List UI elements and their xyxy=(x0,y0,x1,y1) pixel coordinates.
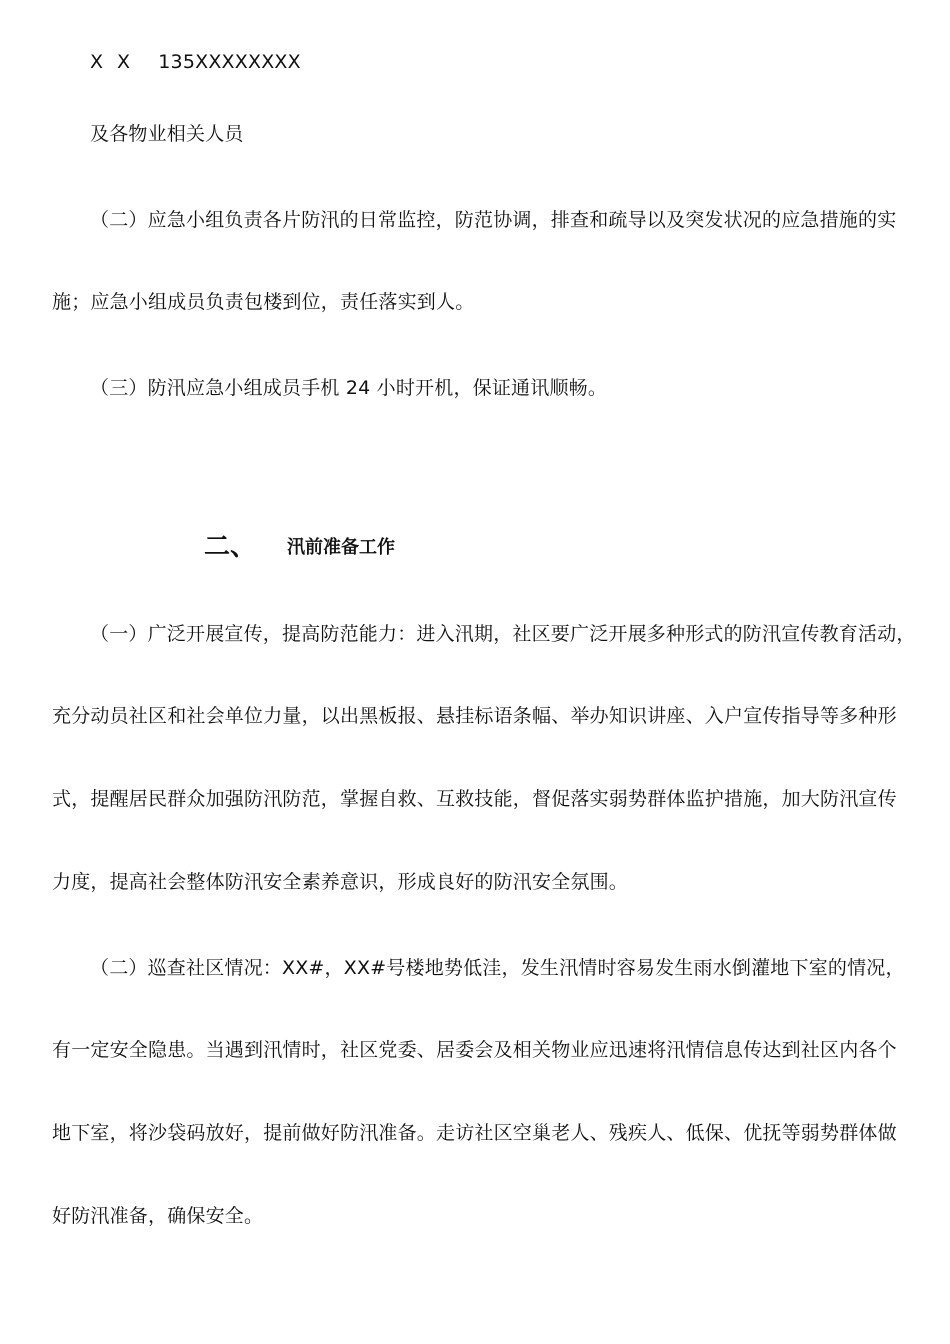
paragraph-line: 有一定安全隐患。当遇到汛情时，社区党委、居委会及相关物业应迅速将汛情信息传达到社区内各个 xyxy=(52,1039,897,1061)
contact-line xyxy=(90,49,950,75)
paragraph-line: 地下室，将沙袋码放好，提前做好防汛准备。走访社区空巢老人、残疾人、低保、优抚等弱势群体做 xyxy=(52,1122,897,1144)
paragraph-line: 施；应急小组成员负责包楼到位，责任落实到人。 xyxy=(52,291,475,313)
paragraph-line: （二）应急小组负责各片防汛的日常监控，防范协调，排查和疏导以及突发状况的应急措施的实 xyxy=(90,209,897,231)
paragraph-line: 力度，提高社会整体防汛安全素养意识，形成良好的防汛安全氛围。 xyxy=(52,871,629,893)
paragraph-line: （二）巡查社区情况：XX#，XX#号楼地势低洼，发生汛情时容易发生雨水倒灌地下室的情况， xyxy=(90,957,905,979)
paragraph-line: （一）广泛开展宣传，提高防范能力：进入汛期，社区要广泛开展多种形式的防汛宣传教育活动， xyxy=(90,623,916,645)
section-number: 二、 xyxy=(204,532,257,562)
contact-name: X X xyxy=(90,51,135,73)
paragraph-line: （三）防汛应急小组成员手机 24 小时开机，保证通讯顺畅。 xyxy=(90,377,608,399)
staff-line: 及各物业相关人员 xyxy=(90,123,244,145)
paragraph-line: 好防汛准备，确保安全。 xyxy=(52,1205,264,1227)
paragraph-line: 式，提醒居民群众加强防汛防范，掌握自救、互救技能，督促落实弱势群体监护措施，加大防汛宣传 xyxy=(52,788,897,810)
contact-phone: 135XXXXXXXX xyxy=(158,51,301,73)
section-title: 汛前准备工作 xyxy=(287,537,395,558)
paragraph-line: 充分动员社区和社会单位力量，以出黑板报、悬挂标语条幅、举办知识讲座、入户宣传指导等多种形 xyxy=(52,705,897,727)
